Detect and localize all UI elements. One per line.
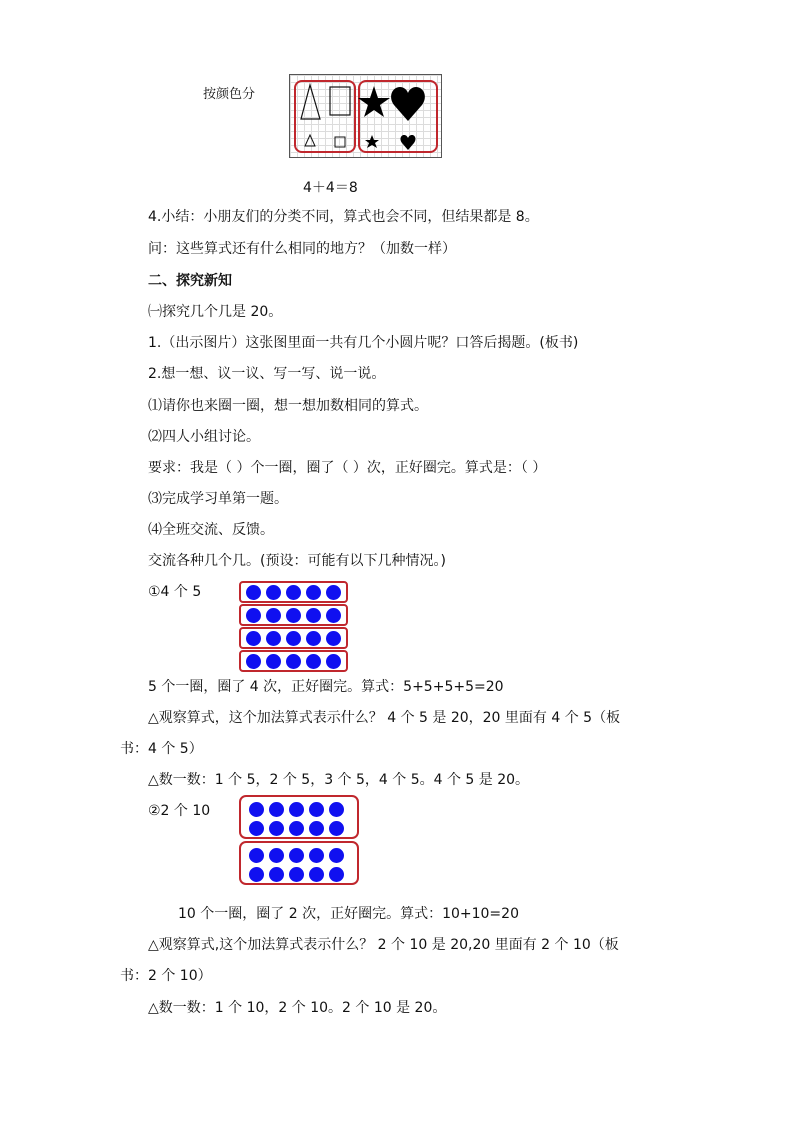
case-2-statement: 10 个一圈，圈了 2 次，正好圈完。算式：10+10=20 [178,906,519,922]
step-4: ⑷全班交流、反馈。 [148,522,274,538]
item-2: 2.想一想、议一议、写一写、说一说。 [148,366,386,382]
small-square-icon [335,137,345,147]
dot [306,608,321,623]
case-2-label: ②2 个 10 [148,803,211,819]
large-square-icon [330,87,350,115]
large-triangle-icon [301,85,320,119]
requirement-text: 要求：我是（ ）个一圈，圈了（ ）次，正好圈完。算式是：（ ） [148,460,547,476]
dot-group-1 [239,795,359,839]
dot [266,608,281,623]
dot [289,802,304,817]
dot [309,802,324,817]
subsection-title: ㈠探究几个几是 20。 [148,304,283,320]
dot [289,821,304,836]
dot [266,654,281,669]
small-heart-icon [401,135,416,150]
dot [309,867,324,882]
dot [266,585,281,600]
step-1: ⑴请你也来圈一圈，想一想加数相同的算式。 [148,398,428,414]
dot-row-2 [239,604,348,626]
question-text: 问：这些算式还有什么相同的地方？（加数一样） [148,241,456,257]
dot-row-1 [239,581,348,603]
dot [309,848,324,863]
dot [249,867,264,882]
dot-group-2 [239,841,359,885]
dot-row-3 [239,627,348,649]
large-heart-icon [391,87,425,121]
section-heading: 二、探究新知 [148,273,232,289]
dot [269,867,284,882]
dot [306,631,321,646]
dot [246,654,261,669]
dot [326,608,341,623]
case-1-observe-line-1: △观察算式，这个加法算式表示什么？ 4 个 5 是 20，20 里面有 4 个 5（板 [148,710,621,726]
case-2-observe-line-1: △观察算式,这个加法算式表示什么？ 2 个 10 是 20,20 里面有 2 个 10（板 [148,937,619,953]
dot [246,608,261,623]
dot [266,631,281,646]
dot [329,867,344,882]
dot [329,848,344,863]
equation-4-plus-4: 4＋4＝8 [303,180,358,196]
dot [329,802,344,817]
shapes-drawing [290,75,443,159]
summary-text: 4.小结：小朋友们的分类不同，算式也会不同，但结果都是 8。 [148,209,539,225]
large-star-icon [358,86,390,117]
dot [249,802,264,817]
step-3: ⑶完成学习单第一题。 [148,491,288,507]
case-2-observe-line-2: 书：2 个 10） [120,968,212,984]
dot [309,821,324,836]
dot [286,631,301,646]
dot [269,802,284,817]
dot [326,585,341,600]
dot [286,608,301,623]
shape-sort-figure [289,74,442,158]
figure-label: 按颜色分 [203,87,256,102]
dot [289,867,304,882]
dot [249,848,264,863]
item-1: 1.（出示图片）这张图里面一共有几个小圆片呢？口答后揭题。(板书) [148,335,579,351]
dot [269,821,284,836]
dot [289,848,304,863]
dot-row-4 [239,650,348,672]
dot [286,654,301,669]
case-1-label: ①4 个 5 [148,584,202,600]
dot [286,585,301,600]
dot [306,654,321,669]
exchange-text: 交流各种几个几。(预设：可能有以下几种情况。) [148,553,446,569]
dot [329,821,344,836]
small-star-icon [365,135,379,148]
case-1-count: △数一数：1 个 5，2 个 5，3 个 5，4 个 5。4 个 5 是 20。 [148,772,530,788]
case-1-statement: 5 个一圈，圈了 4 次，正好圈完。算式：5+5+5+5=20 [148,679,504,695]
step-2: ⑵四人小组讨论。 [148,429,260,445]
dot [246,631,261,646]
small-triangle-icon [305,135,315,146]
dot [326,631,341,646]
dot [249,821,264,836]
case-2-count: △数一数：1 个 10，2 个 10。2 个 10 是 20。 [148,1000,447,1016]
case-1-observe-line-2: 书：4 个 5） [120,741,203,757]
dot [246,585,261,600]
dot [326,654,341,669]
dot [269,848,284,863]
dot [306,585,321,600]
